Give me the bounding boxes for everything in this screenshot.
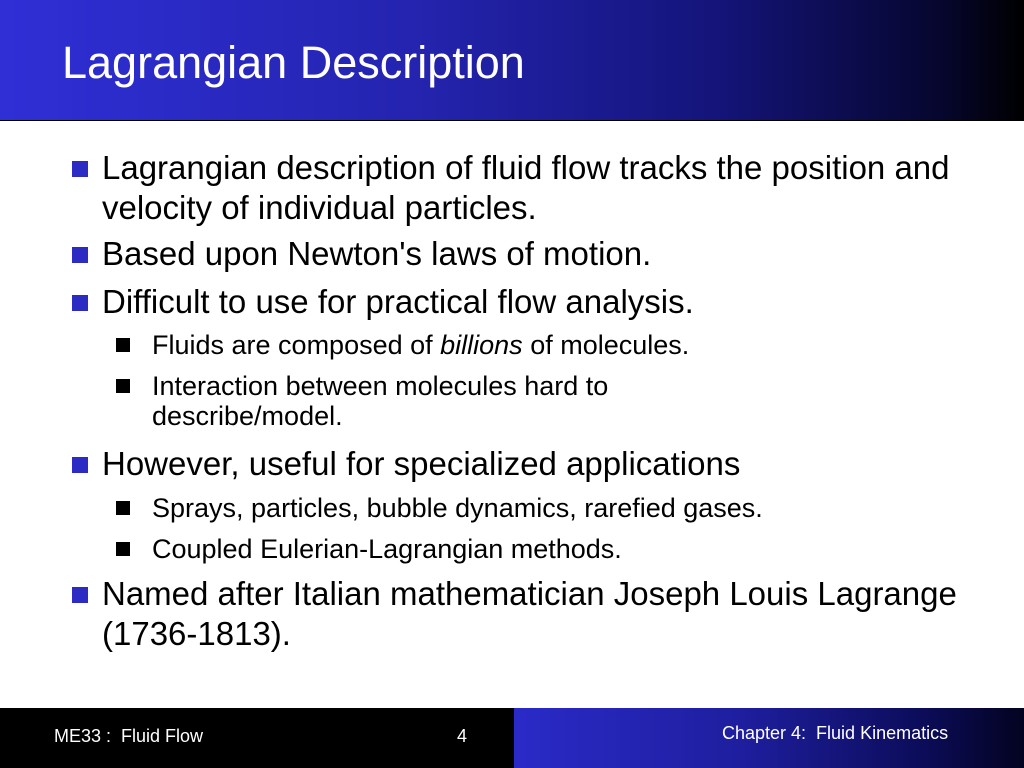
footer-page-number: 4 bbox=[457, 726, 468, 746]
square-bullet-icon bbox=[116, 338, 130, 352]
sub-bullet-text: Sprays, particles, bubble dynamics, rarefied gases. bbox=[152, 493, 763, 523]
footer-left bbox=[0, 708, 514, 768]
bullet-item bbox=[72, 234, 1024, 274]
bullet-item bbox=[72, 148, 1024, 228]
sub-bullet-text: Interaction between molecules hard to describe/model. bbox=[152, 371, 609, 431]
square-bullet-icon bbox=[72, 587, 88, 603]
sub-bullet-item bbox=[116, 330, 952, 360]
slide-title: Lagrangian Description bbox=[62, 37, 525, 88]
sub-bullet-item bbox=[116, 534, 952, 564]
footer-right bbox=[514, 708, 1024, 768]
square-bullet-icon bbox=[116, 542, 130, 556]
bullet-item bbox=[72, 444, 1024, 484]
sub-bullet-item bbox=[116, 371, 792, 431]
sub-bullet-text-after: of molecules. bbox=[522, 330, 690, 360]
sub-bullet-text-before: Fluids are composed of bbox=[152, 330, 441, 360]
bullet-text: Named after Italian mathematician Joseph Louis Lagrange (1736-1813). bbox=[102, 575, 957, 652]
square-bullet-icon bbox=[72, 161, 88, 177]
sub-bullet-text: Coupled Eulerian-Lagrangian methods. bbox=[152, 534, 622, 564]
square-bullet-icon bbox=[72, 295, 88, 311]
bullet-text: However, useful for specialized applications bbox=[102, 445, 741, 482]
square-bullet-icon bbox=[72, 457, 88, 473]
footer-chapter: Chapter 4: Fluid Kinematics bbox=[722, 723, 949, 743]
sub-bullet-item bbox=[116, 493, 952, 523]
square-bullet-icon bbox=[72, 247, 88, 263]
bullet-item bbox=[72, 574, 1022, 654]
bullet-item bbox=[72, 282, 1024, 322]
footer-course: ME33 : Fluid Flow bbox=[54, 726, 204, 746]
bullet-text: Based upon Newton's laws of motion. bbox=[102, 235, 652, 272]
sub-bullet-emphasis: billions bbox=[440, 330, 523, 360]
square-bullet-icon bbox=[116, 379, 130, 393]
bullet-text: Difficult to use for practical flow analysis. bbox=[102, 283, 694, 320]
bullet-text: Lagrangian description of fluid flow tracks the position and velocity of individual particles. bbox=[102, 149, 950, 226]
square-bullet-icon bbox=[116, 501, 130, 515]
